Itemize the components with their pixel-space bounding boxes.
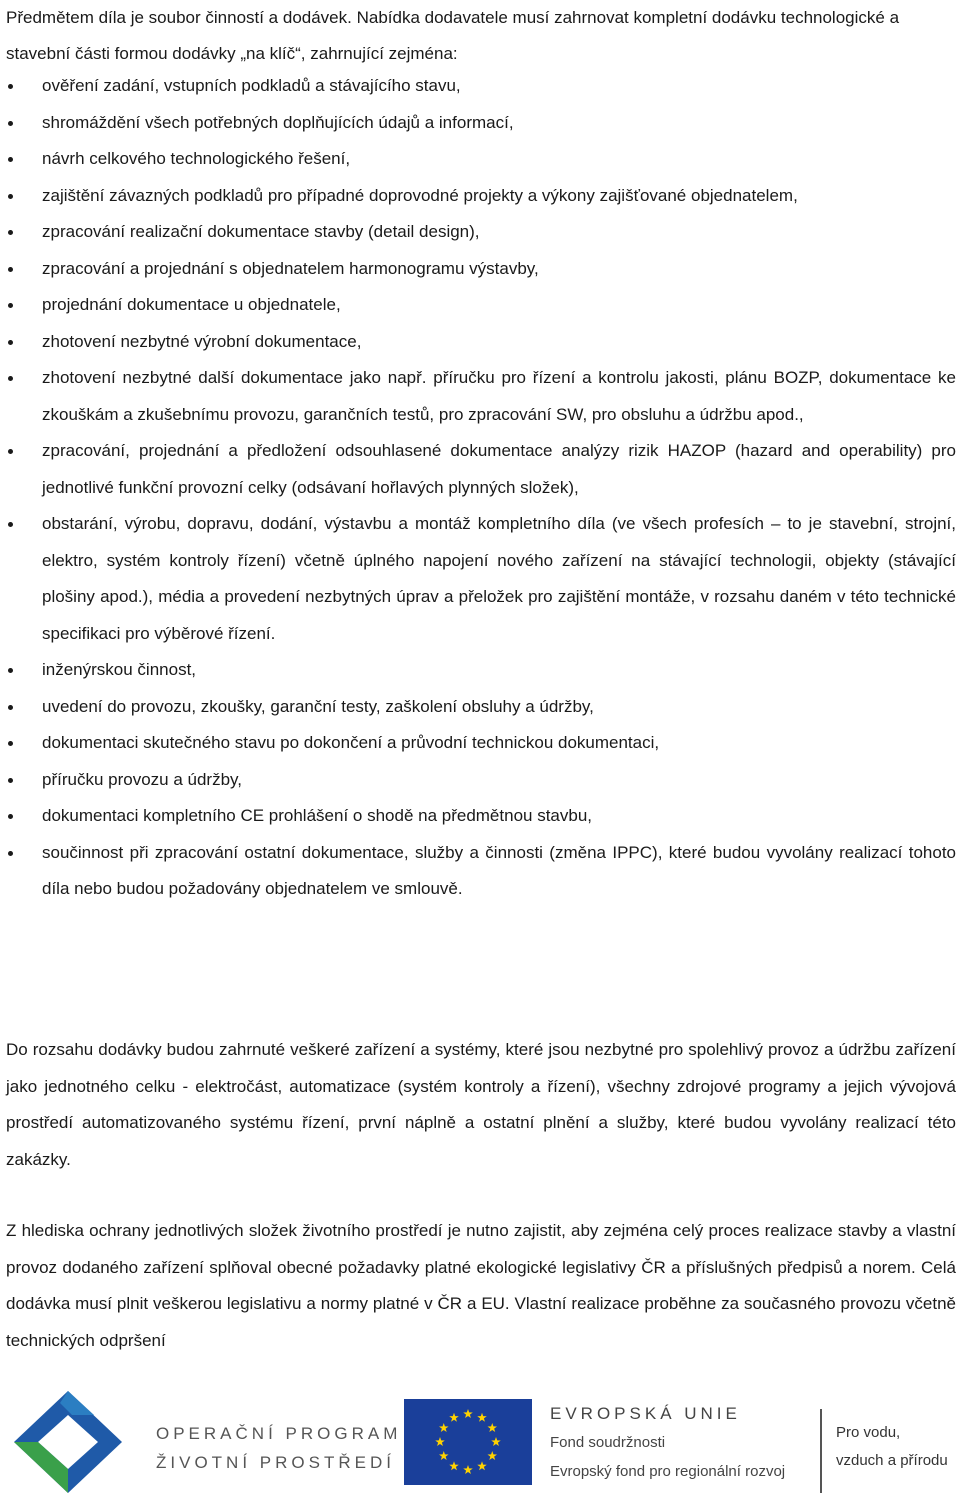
list-item: inženýrskou činnost, <box>0 652 956 689</box>
environment-paragraph: Z hlediska ochrany jednotlivých složek životního prostředí je nutno zajistit, aby zejména celý proces realizace stavby a vlastní provoz dodaného zařízení splňoval obecné požadavky platné ekologické legislativy ČR a příslušných předpisů a norem. Celá dodávka musí plnit veškerou legislativu a normy platné v ČR a EU. Vlastní realizace proběhne za současného provozu včetně technických odpršení <box>6 1221 956 1350</box>
scope-paragraph: Do rozsahu dodávky budou zahrnuté veškeré zařízení a systémy, které jsou nezbytné pro spolehlivý provoz a údržbu zařízení jako jednotného celku - elektročást, automatizace (systém kontroly a řízení), všechny zdrojové programy a jejich vývojová prostředí automatizovaného systému řízení, první náplně a ostatní plnění a služby, které budou vyvolány realizací této zakázky. <box>6 1040 956 1169</box>
list-item: shromáždění všech potřebných doplňujících údajů a informací, <box>0 105 956 142</box>
eu-flag-icon <box>404 1399 532 1485</box>
list-item: projednání dokumentace u objednatele, <box>0 287 956 324</box>
list-item: součinnost při zpracování ostatní dokumentace, služby a činnosti (změna IPPC), které budou vyvolány realizací tohoto díla nebo budou požadovány objednatelem ve smlouvě. <box>0 835 956 908</box>
intro-paragraph: Předmětem díla je soubor činností a dodávek. Nabídka dodavatele musí zahrnovat kompletní dodávku technologické a stavební části formou dodávky „na klíč“, zahrnující zejména: <box>6 8 900 63</box>
list-item: zpracování, projednání a předložení odsouhlasené dokumentace analýzy rizik HAZOP (hazard and operability) pro jednotlivé funkční provozní celky (odsávaní hořlavých plynných složek), <box>0 433 956 506</box>
list-item: obstarání, výrobu, dopravu, dodání, výstavbu a montáž kompletního díla (ve všech profesích – to je stavební, strojní, elektro, systém kontroly řízení) včetně úplného napojení nového zařízení na stávající technologii, objekty (stávající plošiny apod.), média a provedení nezbytných úprav a přeložek pro zajištění montáže, v rozsahu daném v této technické specifikaci pro výběrové řízení. <box>0 506 956 652</box>
eu-title: EVROPSKÁ UNIE <box>550 1404 741 1423</box>
list-item: dokumentaci kompletního CE prohlášení o shodě na předmětnou stavbu, <box>0 798 956 835</box>
footer-divider <box>820 1409 822 1493</box>
list-item: zhotovení nezbytné další dokumentace jako např. příručku pro řízení a kontrolu jakosti, plánu BOZP, dokumentace ke zkouškám a zkušebnímu provozu, garančních testů, pro zpracování SW, pro obsluhu a údržbu apod., <box>0 360 956 433</box>
op-line-2: ŽIVOTNÍ PROSTŘEDÍ <box>156 1453 395 1472</box>
list-item: ověření zadání, vstupních podkladů a stávajícího stavu, <box>0 68 956 105</box>
list-item: zajištění závazných podkladů pro případné doprovodné projekty a výkony zajišťované objednatelem, <box>0 178 956 215</box>
list-item: zpracování realizační dokumentace stavby (detail design), <box>0 214 956 251</box>
eu-text-block <box>550 1403 785 1483</box>
funding-footer <box>0 1385 960 1497</box>
list-item: uvedení do provozu, zkoušky, garanční testy, zaškolení obsluhy a údržby, <box>0 689 956 726</box>
op-zp-text <box>156 1419 401 1477</box>
op-zp-logo-icon <box>2 1389 134 1495</box>
slogan-line-1: Pro vodu, <box>836 1424 901 1441</box>
slogan-line-2: vzduch a přírodu <box>836 1452 948 1469</box>
deliverables-list <box>0 68 956 908</box>
list-item: dokumentaci skutečného stavu po dokončení a průvodní technickou dokumentaci, <box>0 725 956 762</box>
list-item: příručku provozu a údržby, <box>0 762 956 799</box>
list-item: zhotovení nezbytné výrobní dokumentace, <box>0 324 956 361</box>
eu-fund-cohesion: Fond soudržnosti <box>550 1434 666 1451</box>
op-line-1: OPERAČNÍ PROGRAM <box>156 1424 402 1443</box>
eu-fund-regional: Evropský fond pro regionální rozvoj <box>550 1463 786 1480</box>
list-item: návrh celkového technologického řešení, <box>0 141 956 178</box>
list-item: zpracování a projednání s objednatelem harmonogramu výstavby, <box>0 251 956 288</box>
slogan <box>836 1419 948 1475</box>
